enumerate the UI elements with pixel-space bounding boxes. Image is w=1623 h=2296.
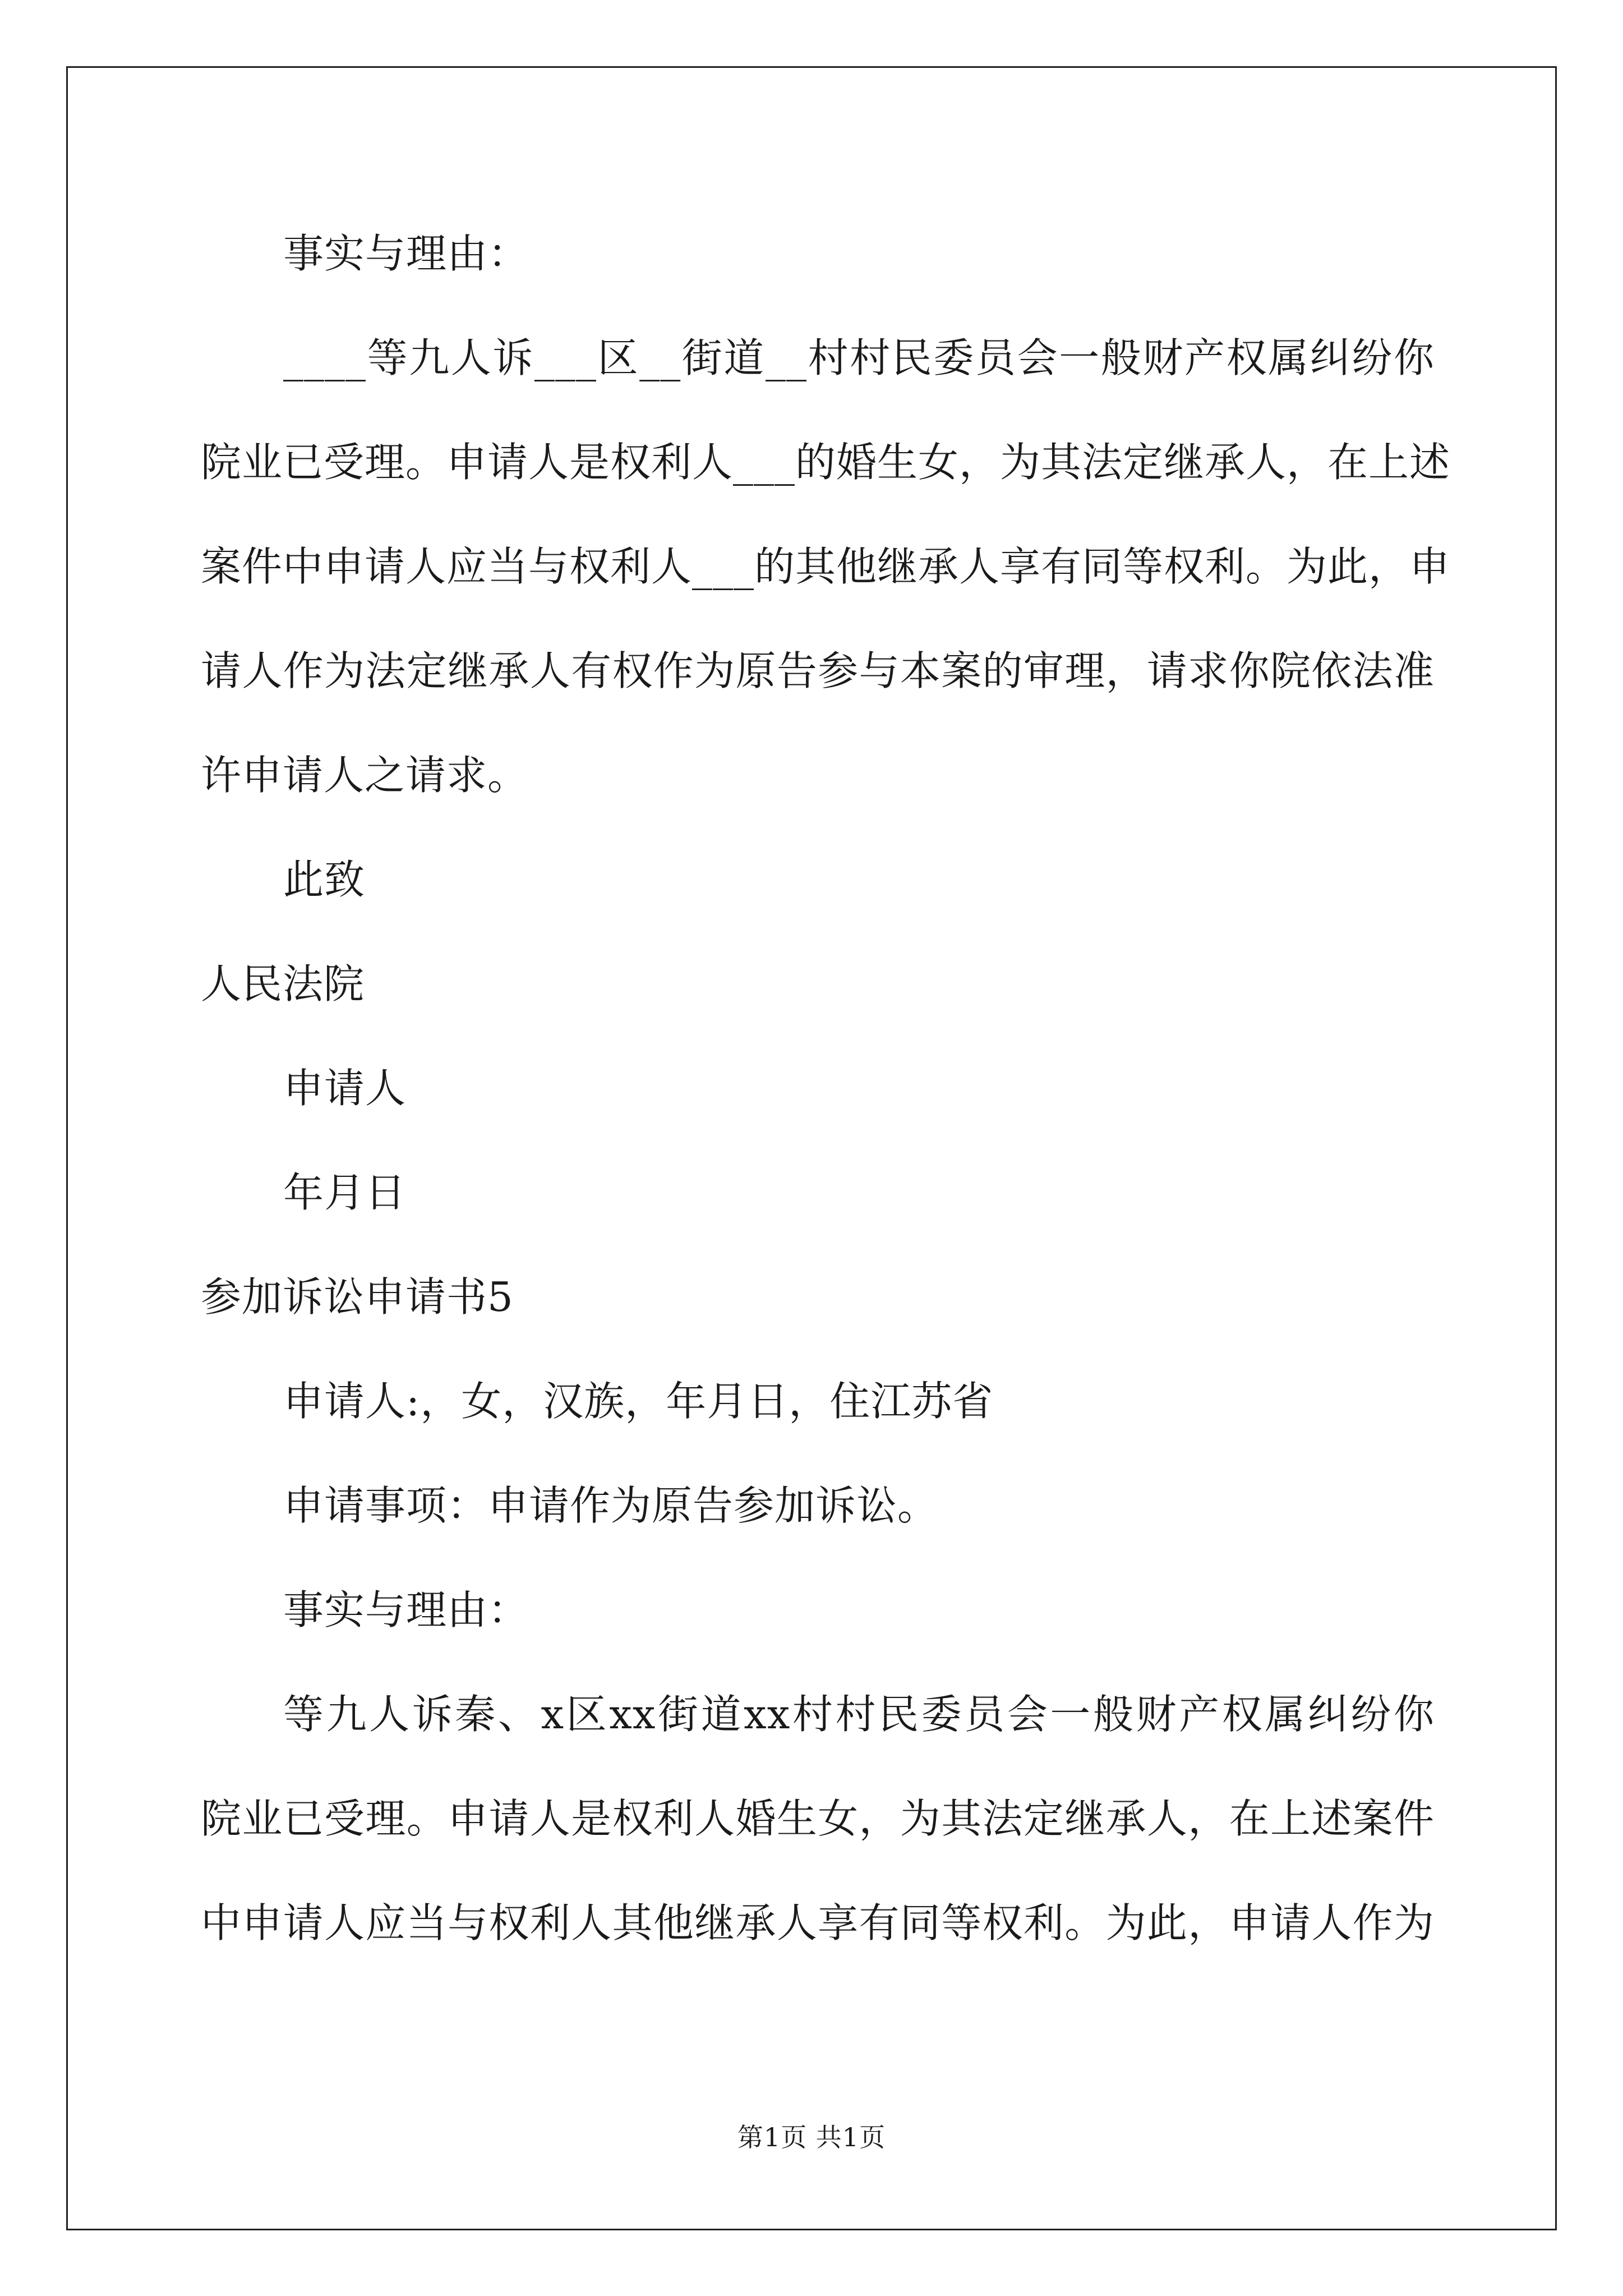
page-footer: 第1页 共1页 (737, 2122, 886, 2152)
body-line: 许申请人之请求。 (201, 752, 529, 799)
date-line: 年月日 (283, 1169, 407, 1216)
applicant-info: 申请人:，女，汉族，年月日，住江苏省 (283, 1378, 994, 1425)
document-title: 参加诉讼申请书5 (201, 1273, 514, 1320)
body-line: 院业已受理。申请人是权利人婚生女，为其法定继承人，在上述案件 (201, 1795, 1435, 1842)
section-heading-facts: 事实与理由： (283, 1586, 529, 1634)
body-line: 案件中申请人应当与权利人___的其他继承人享有同等权利。为此，申 (201, 543, 1451, 590)
body-line: 请人作为法定继承人有权作为原告参与本案的审理，请求你院依法准 (201, 647, 1435, 694)
body-line: 院业已受理。申请人是权利人___的婚生女，为其法定继承人，在上述 (201, 439, 1451, 486)
body-line: 中申请人应当与权利人其他继承人享有同等权利。为此，申请人作为 (201, 1899, 1435, 1947)
applicant-signature: 申请人 (283, 1065, 407, 1112)
application-matter: 申请事项：申请作为原告参加诉讼。 (283, 1482, 939, 1529)
body-line: ____等九人诉___区__街道__村村民委员会一般财产权属纠纷你 (283, 334, 1435, 381)
recipient: 人民法院 (201, 960, 365, 1007)
body-line: 等九人诉秦、x区xx街道xx村村民委员会一般财产权属纠纷你 (283, 1691, 1435, 1738)
salutation: 此致 (283, 856, 366, 903)
section-heading-facts: 事实与理由： (283, 230, 529, 277)
